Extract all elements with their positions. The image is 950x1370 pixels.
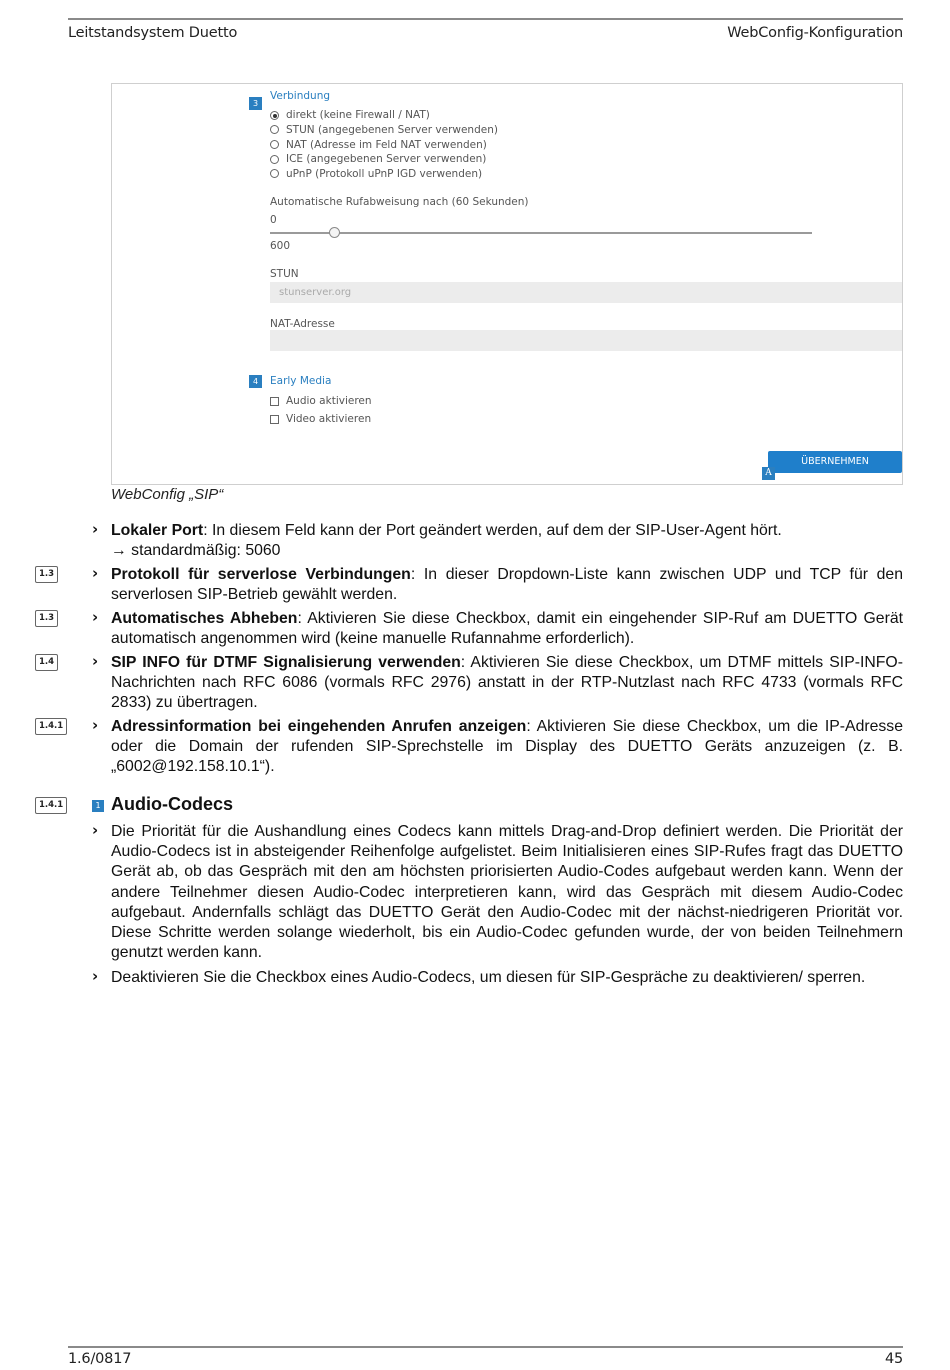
item-text: : Aktivieren Sie diese Checkbox, damit ein eingehender SIP-Ruf am DUETTO Gerät automatisch angenommen wird (keine manuelle Rufannahme erforderlich). [111,610,904,648]
reject-max-label: 600 [270,240,291,252]
version-badge: 1.4.1 [35,718,67,735]
header-left: Leitstandsystem Duetto [68,25,238,41]
radio-nat[interactable] [270,140,279,149]
item-serverless-protocol [111,565,903,605]
audio-activate-label: Audio aktivieren [286,395,372,407]
connection-section-title: Verbindung [270,90,331,102]
radio-label-stun: STUN (angegebenen Server verwenden) [286,124,498,136]
item-title: SIP INFO für DTMF Signalisierung verwenden [111,654,461,671]
radio-stun[interactable] [270,125,279,134]
item-title: Lokaler Port [111,522,204,539]
item-title: Protokoll für serverlose Verbindungen [111,566,411,583]
version-badge: 1.3 [35,566,58,583]
bullet-icon: › [92,608,99,626]
reject-label: Automatische Rufabweisung nach (60 Sekunden) [270,196,529,208]
stun-placeholder: stunserver.org [279,287,352,298]
radio-ice[interactable] [270,155,279,164]
version-badge: 1.4 [35,654,58,671]
reject-slider-thumb[interactable] [329,227,340,238]
apply-marker: A [762,467,775,480]
footer-left: 1.6/0817 [68,1351,132,1367]
video-activate-label: Video aktivieren [286,413,372,425]
audio-codecs-paragraph: Die Priorität für die Aushandlung eines Codecs kann mittels Drag-and-Drop definiert werden. Die Priorität der Audio-Codecs ist in absteigender Reihenfolge aufgelistet. Beim Initialisieren eines SIP-Rufes fragt das DUETTO Gerät ab, ob das Gespräch mit den am höchsten priorisierten Audio-Codes aufgebaut werden kann. Wenn der andere Teilnehmer diesen Audio-Codec interpretieren kann, wird das Gespräch mit diesem Audio-Codec aufgebaut. Andernfalls schlägt das DUETTO Gerät den Audio-Codec mit der nächst-niedrigeren Priorität vor. Diese Schritte werden solange wiederholt, bis ein Audio-Codec gefunden wurde, der von beiden Teilnehmern genutzt werden kann. [111,823,903,962]
bullet-icon: › [92,716,99,734]
item-text: : In diesem Feld kann der Port geändert werden, auf dem der SIP-User-Agent hört. [203,522,782,539]
item-sip-info-dtmf [111,653,903,714]
page-number: 45 [884,1351,903,1367]
section-number-3: 3 [249,97,262,110]
bullet-icon: › [92,520,99,538]
stun-input[interactable] [270,282,903,303]
header-right: WebConfig-Konfiguration [727,25,903,41]
radio-label-upnp: uPnP (Protokoll uPnP IGD verwenden) [286,168,483,180]
item-auto-answer [111,609,903,649]
bullet-icon: › [92,967,99,985]
item-text: : Aktivieren Sie diese Checkbox, um die IP-Adresse oder die Domain der rufenden SIP-Sprechstelle im Display des DUETTO Geräts anzuzeigen (z. B. „6002@192.158.10.1“). [111,718,903,776]
bullet-icon: › [92,821,99,839]
stun-label: STUN [270,268,299,280]
item-default: → standardmäßig: 5060 [111,542,281,560]
reject-slider-track[interactable] [270,232,812,234]
nat-address-label: NAT-Adresse [270,318,335,330]
item-title: Adressinformation bei eingehenden Anrufen anzeigen [111,718,527,735]
item-text: : Aktivieren Sie diese Checkbox, um DTMF mittels SIP-INFO-Nachrichten nach RFC 6086 (vormals RFC 2976) anstatt in der RTP-Nutzlast nach RFC 4733 (vormals RFC 2833) zu übertragen. [111,654,903,712]
version-badge: 1.3 [35,610,58,627]
section-number-1: 1 [92,800,104,812]
item-address-info [111,717,903,778]
video-activate-checkbox[interactable] [270,415,279,424]
version-badge: 1.4.1 [35,797,67,814]
audio-activate-checkbox[interactable] [270,397,279,406]
audio-codecs-deactivate-paragraph: Deaktivieren Sie die Checkbox eines Audio-Codecs, um diesen für SIP-Gespräche zu deaktivieren/ sperren. [111,969,866,986]
early-media-section-title: Early Media [270,375,332,387]
item-title: Automatisches Abheben [111,610,298,627]
apply-button[interactable]: ÜBERNEHMEN [768,451,902,473]
bullet-icon: › [92,652,99,670]
header-rule [68,18,903,20]
webconfig-sip-screenshot [111,83,903,485]
figure-caption: WebConfig „SIP“ [111,486,224,503]
radio-label-direct: direkt (keine Firewall / NAT) [286,109,430,121]
bullet-icon: › [92,564,99,582]
section-number-4: 4 [249,375,262,388]
nat-address-input[interactable] [270,330,903,351]
audio-codecs-heading: Audio-Codecs [111,794,234,814]
item-text: : In dieser Dropdown-Liste kann zwischen UDP und TCP für den serverlosen SIP-Betrieb gewählt werden. [111,566,903,604]
radio-label-nat: NAT (Adresse im Feld NAT verwenden) [286,139,487,151]
item-local-port [111,521,903,561]
radio-upnp[interactable] [270,169,279,178]
radio-direct[interactable] [270,111,279,120]
reject-min-label: 0 [270,214,277,226]
radio-label-ice: ICE (angegebenen Server verwenden) [286,153,487,165]
footer-rule [68,1346,903,1348]
